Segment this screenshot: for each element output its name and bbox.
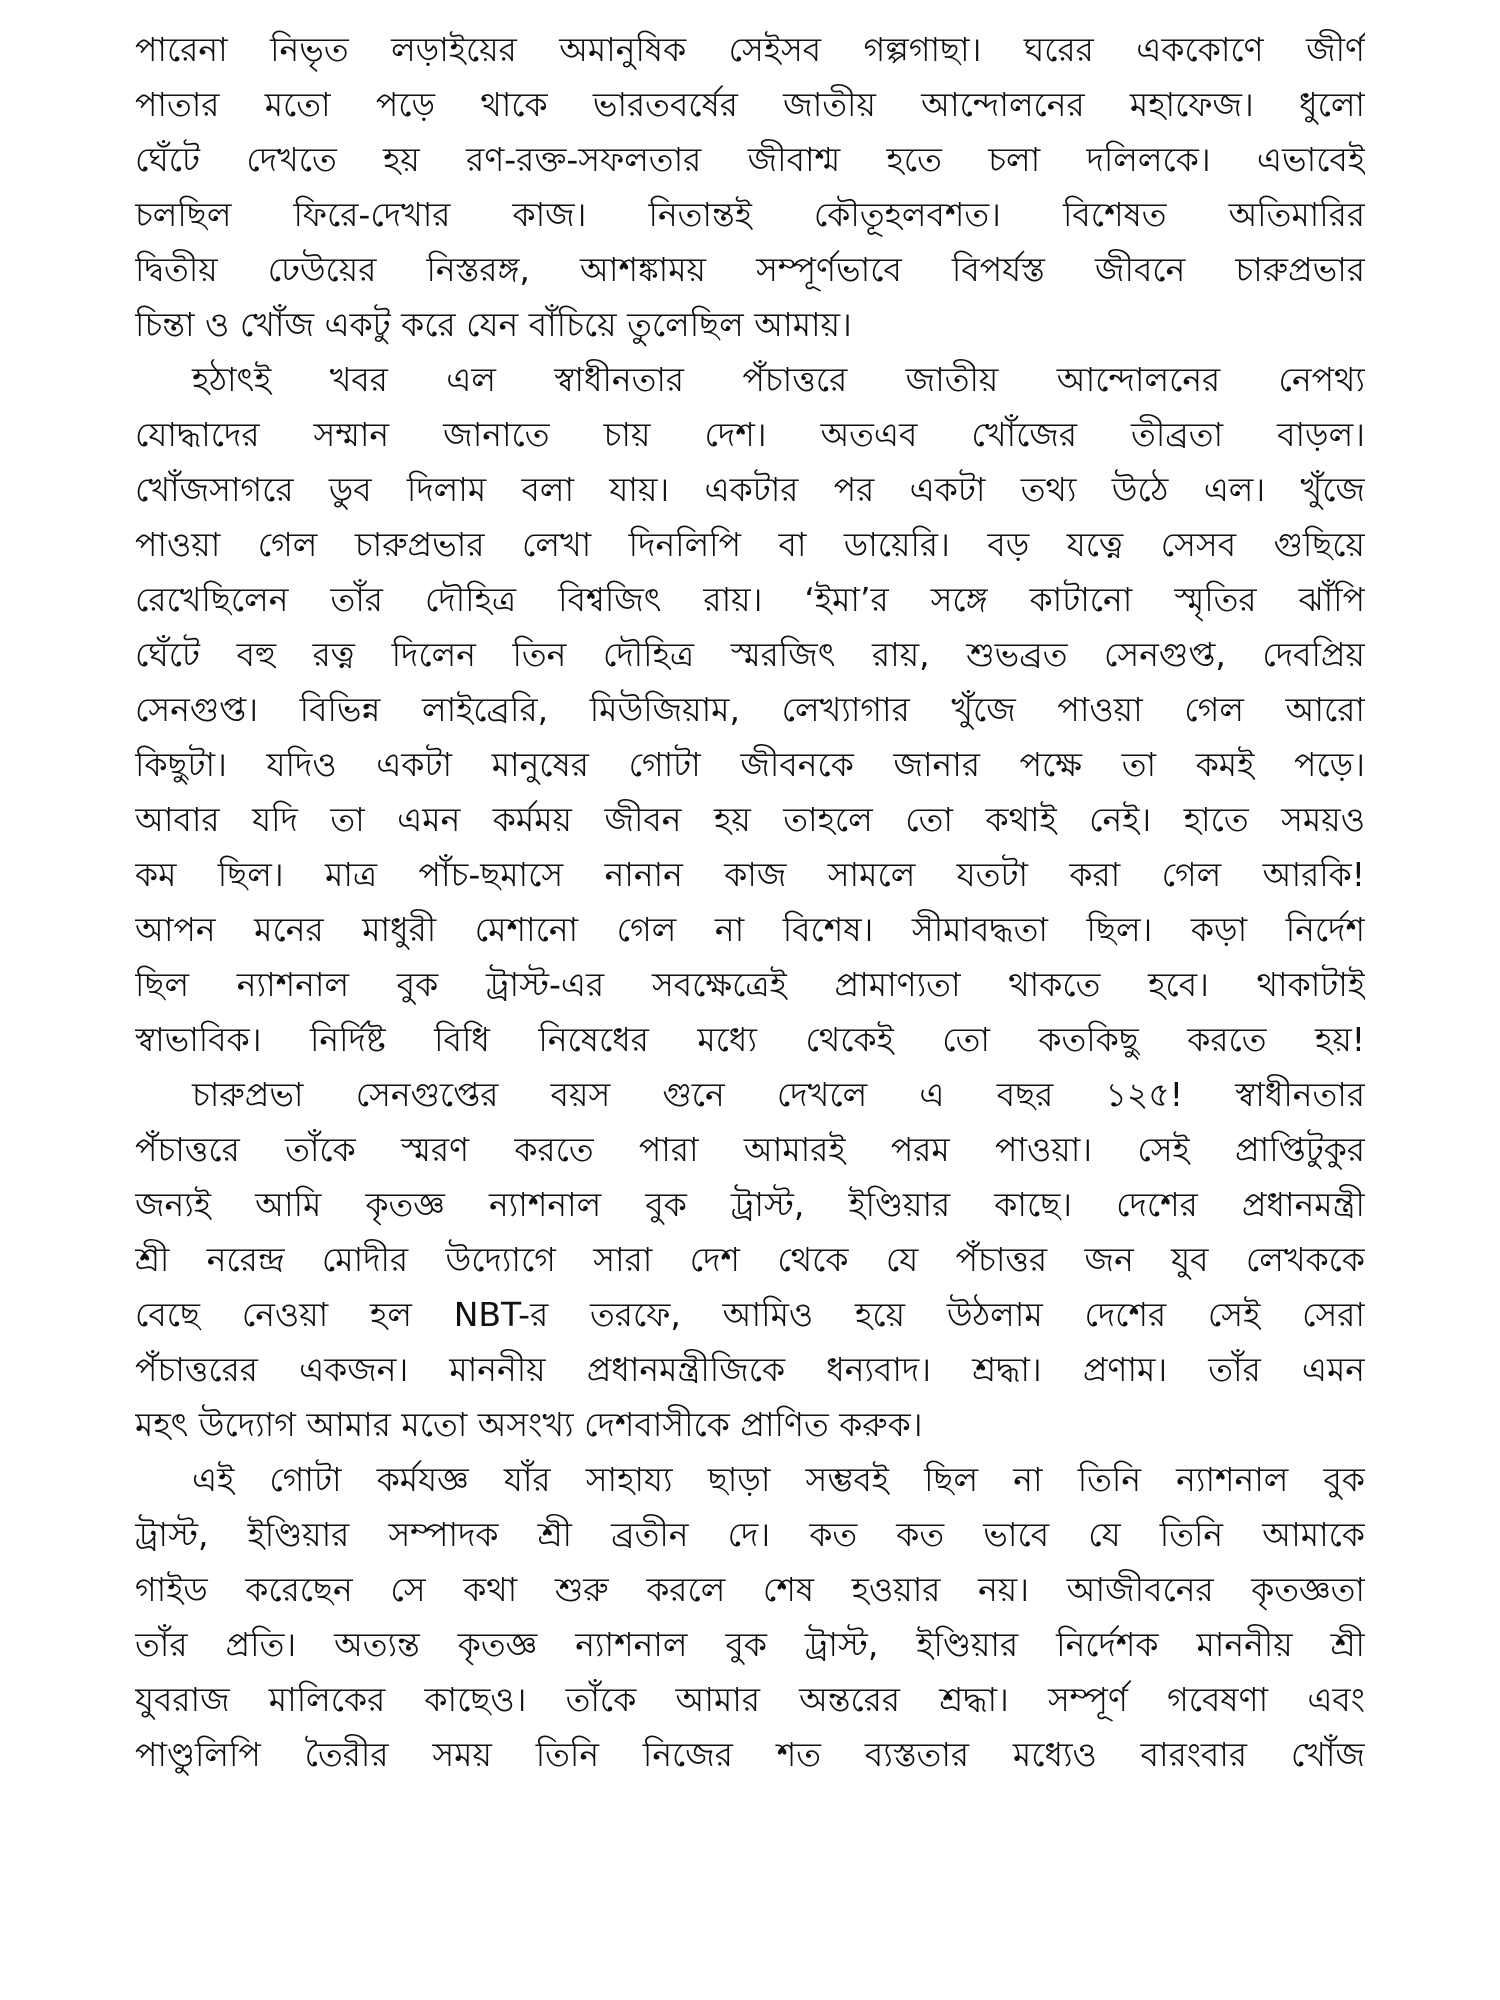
text-line: জন্যই আমি কৃতজ্ঞ ন্যাশনাল বুক ট্রাস্ট, ইণ্ডিয়ার কাছে। দেশের প্রধানমন্ত্রী bbox=[135, 1185, 1365, 1224]
paragraph-4 bbox=[135, 1452, 1365, 1782]
text-line: চারুপ্রভা সেনগুপ্তের বয়স গুনে দেখলে এ বছর ১২৫! স্বাধীনতার bbox=[192, 1075, 1365, 1114]
text-line: শ্রী নরেন্দ্র মোদীর উদ্যোগে সারা দেশ থেকে যে পঁচাত্তর জন যুব লেখককে bbox=[135, 1240, 1365, 1279]
text-line: চলছিল ফিরে-দেখার কাজ। নিতান্তই কৌতূহলবশত। বিশেষত অতিমারির bbox=[135, 195, 1365, 234]
text-line: ট্রাস্ট, ইণ্ডিয়ার সম্পাদক শ্রী ব্রতীন দে। কত কত ভাবে যে তিনি আমাকে bbox=[135, 1515, 1365, 1554]
text-line: পাতার মতো পড়ে থাকে ভারতবর্ষের জাতীয় আন্দোলনের মহাফেজ। ধুলো bbox=[135, 85, 1365, 124]
text-line: কিছুটা। যদিও একটা মানুষের গোটা জীবনকে জানার পক্ষে তা কমই পড়ে। bbox=[135, 745, 1365, 784]
text-line: সেনগুপ্ত। বিভিন্ন লাইব্রেরি, মিউজিয়াম, লেখ্যাগার খুঁজে পাওয়া গেল আরো bbox=[135, 690, 1365, 729]
text-line: গাইড করেছেন সে কথা শুরু করলে শেষ হওয়ার নয়। আজীবনের কৃতজ্ঞতা bbox=[135, 1570, 1365, 1609]
paragraph-2 bbox=[135, 352, 1365, 1067]
text-line: আপন মনের মাধুরী মেশানো গেল না বিশেষ। সীমাবদ্ধতা ছিল। কড়া নির্দেশ bbox=[135, 910, 1365, 949]
text-line: পঁচাত্তরের একজন। মাননীয় প্রধানমন্ত্রীজিকে ধন্যবাদ। শ্রদ্ধা। প্রণাম। তাঁর এমন bbox=[135, 1350, 1365, 1389]
text-line: হঠাৎই খবর এল স্বাধীনতার পঁচাত্তরে জাতীয় আন্দোলনের নেপথ্য bbox=[192, 360, 1365, 399]
text-line: পাণ্ডুলিপি তৈরীর সময় তিনি নিজের শত ব্যস্ততার মধ্যেও বারংবার খোঁজ bbox=[135, 1735, 1365, 1774]
text-line: চিন্তা ও খোঁজ একটু করে যেন বাঁচিয়ে তুলেছিল আমায়। bbox=[135, 305, 852, 344]
text-line: যোদ্ধাদের সম্মান জানাতে চায় দেশ। অতএব খোঁজের তীব্রতা বাড়ল। bbox=[135, 415, 1365, 454]
text-line: খোঁজসাগরে ডুব দিলাম বলা যায়। একটার পর একটা তথ্য উঠে এল। খুঁজে bbox=[135, 470, 1365, 509]
text-line: পাওয়া গেল চারুপ্রভার লেখা দিনলিপি বা ডায়েরি। বড় যত্নে সেসব গুছিয়ে bbox=[135, 525, 1365, 564]
paragraph-1 bbox=[135, 22, 1365, 352]
text-line: ঘেঁটে দেখতে হয় রণ-রক্ত-সফলতার জীবাশ্ম হতে চলা দলিলকে। এভাবেই bbox=[135, 140, 1365, 179]
paragraph-3 bbox=[135, 1067, 1365, 1452]
text-line: ছিল ন্যাশনাল বুক ট্রাস্ট-এর সবক্ষেত্রেই প্রামাণ্যতা থাকতে হবে। থাকাটাই bbox=[135, 965, 1365, 1004]
text-line: যুবরাজ মালিকের কাছেও। তাঁকে আমার অন্তরের শ্রদ্ধা। সম্পূর্ণ গবেষণা এবং bbox=[135, 1680, 1365, 1719]
text-line: পঁচাত্তরে তাঁকে স্মরণ করতে পারা আমারই পরম পাওয়া। সেই প্রাপ্তিটুকুর bbox=[135, 1130, 1365, 1169]
text-line: কম ছিল। মাত্র পাঁচ-ছমাসে নানান কাজ সামলে যতটা করা গেল আরকি! bbox=[135, 855, 1365, 894]
text-line: ঘেঁটে বহু রত্ন দিলেন তিন দৌহিত্র স্মরজিৎ রায়, শুভব্রত সেনগুপ্ত, দেবপ্রিয় bbox=[135, 635, 1365, 674]
text-line: আবার যদি তা এমন কর্মময় জীবন হয় তাহলে তো কথাই নেই। হাতে সময়ও bbox=[135, 800, 1365, 839]
text-line: স্বাভাবিক। নির্দিষ্ট বিধি নিষেধের মধ্যে থেকেই তো কতকিছু করতে হয়! bbox=[135, 1020, 1365, 1059]
text-line: বেছে নেওয়া হল NBT-র তরফে, আমিও হয়ে উঠলাম দেশের সেই সেরা bbox=[135, 1295, 1365, 1334]
book-page bbox=[135, 22, 1365, 1982]
text-line: এই গোটা কর্মযজ্ঞ যাঁর সাহায্য ছাড়া সম্ভবই ছিল না তিনি ন্যাশনাল বুক bbox=[192, 1460, 1365, 1499]
text-line: তাঁর প্রতি। অত্যন্ত কৃতজ্ঞ ন্যাশনাল বুক ট্রাস্ট, ইণ্ডিয়ার নির্দেশক মাননীয় শ্রী bbox=[135, 1625, 1365, 1664]
text-line: পারেনা নিভৃত লড়াইয়ের অমানুষিক সেইসব গল্পগাছা। ঘরের এককোণে জীর্ণ bbox=[135, 30, 1365, 69]
text-line: মহৎ উদ্যোগ আমার মতো অসংখ্য দেশবাসীকে প্রাণিত করুক। bbox=[135, 1405, 923, 1444]
text-line: দ্বিতীয় ঢেউয়ের নিস্তরঙ্গ, আশঙ্কাময় সম্পূর্ণভাবে বিপর্যস্ত জীবনে চারুপ্রভার bbox=[135, 250, 1365, 289]
text-line: রেখেছিলেন তাঁর দৌহিত্র বিশ্বজিৎ রায়। ‘ইমা’র সঙ্গে কাটানো স্মৃতির ঝাঁপি bbox=[135, 580, 1365, 619]
